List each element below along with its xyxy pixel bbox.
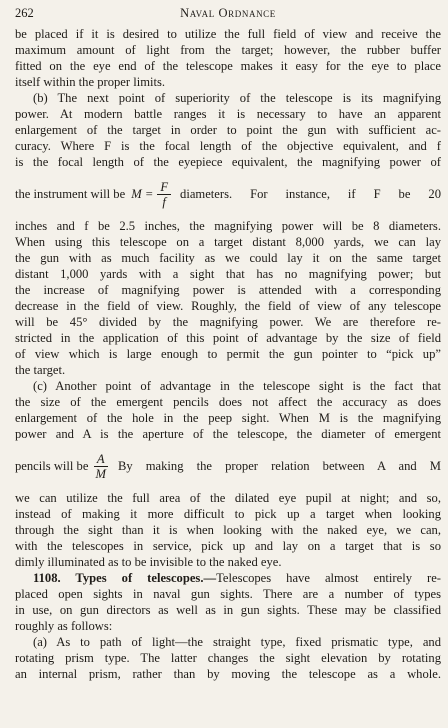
- text-line: the size of the emergent pencils does not affect the accuracy as does: [15, 395, 441, 409]
- text-line: enlargement of the target in order to point the gun with sufficient ac-: [15, 123, 441, 137]
- page-header: [15, 6, 441, 26]
- text-line: of view which is large enough to permit the gun pointer to “pick up”: [15, 347, 441, 361]
- text-line: maximum amount of light from the target; however, the rubber buffer: [15, 43, 441, 57]
- text-line: distant 1,000 yards with a sight that has no magnifying power; but: [15, 267, 441, 281]
- section-first-line: [15, 570, 441, 586]
- formula-lhs: M =: [131, 186, 154, 201]
- page-number: 262: [15, 6, 34, 20]
- text-line: the gun with as much facility as we could lay it on the same target: [15, 251, 441, 265]
- text-line: power and A is the aperture of the telescope, the diameter of emergent: [15, 427, 441, 441]
- section-heading: 1108. Types of telescopes.—: [33, 571, 217, 585]
- fraction: [92, 452, 109, 481]
- fraction: [157, 180, 171, 209]
- text-line: decrease in the field of view. Roughly, the field of view of any telescope: [15, 299, 441, 313]
- text-line: will be 45° divided by the magnifying power. We are therefore re-: [15, 315, 441, 329]
- fraction-denominator: M: [95, 466, 106, 481]
- formula-lead-text: the instrument will be: [15, 186, 126, 201]
- formula-trail-text: diameters. For instance, if F be 20: [180, 186, 441, 201]
- paragraph-block-a: [15, 26, 441, 170]
- text-line: instead of making it more difficult to pick up a target when looking: [15, 507, 441, 521]
- fraction-numerator: A: [94, 452, 108, 467]
- text-line: roughly as follows:: [15, 619, 113, 633]
- formula-lead-text: pencils will be: [15, 458, 89, 473]
- text-line: in use, on gun directors as well as in gun sights. These may be classified: [15, 603, 441, 617]
- running-title: Naval Ordnance: [180, 6, 276, 20]
- text-line: power. At modern battle ranges it is necessary to have an apparent: [15, 107, 441, 121]
- text-line: curacy. Where F is the focal length of the objective equivalent, and f: [15, 139, 441, 153]
- text-line: with the telescopes in service, pick up and lay on a target that is so: [15, 539, 441, 553]
- text-line: be placed if it is desired to utilize the full field of view and receive the: [15, 27, 441, 41]
- section-1108: [15, 570, 441, 682]
- section-first-line-text: Telescopes have almost entirely re-: [216, 571, 441, 585]
- text-line: (b) The next point of superiority of the telescope is its magnifying: [33, 91, 441, 105]
- text-line: we can utilize the full area of the dilated eye pupil at night; and so,: [15, 491, 441, 505]
- text-line: dimly illuminated as to be invisible to the naked eye.: [15, 555, 282, 569]
- text-line: fitted on the eye end of the telescope makes it easy for the eye to place: [15, 59, 441, 73]
- text-line: stricted in the application of this point of advantage by the size of field: [15, 331, 441, 345]
- text-line: an internal prism, rather than by moving the telescope as a whole.: [15, 667, 441, 681]
- text-line: inches and f be 2.5 inches, the magnifying power will be 8 diameters.: [15, 219, 441, 233]
- text-line: the increase of magnifying power is attended with a corresponding: [15, 283, 441, 297]
- text-line: rotating prism type. The latter changes the sight elevation by rotating: [15, 651, 441, 665]
- text-line: is the focal length of the eyepiece equivalent, the magnifying power of: [15, 155, 441, 169]
- fraction-denominator: f: [162, 194, 166, 209]
- text-line: enlargement of the hole in the peep sight. When M is the magnifying: [15, 411, 441, 425]
- formula-trail-text: By making the proper relation between A and M: [117, 458, 441, 473]
- formula-emergent-pencil: [15, 447, 441, 485]
- paragraph-block-b: [15, 218, 441, 442]
- text-line: the target.: [15, 363, 66, 377]
- text-line: (c) Another point of advantage in the telescope sight is the fact that: [33, 379, 441, 393]
- text-line: When using this telescope on a target distant 8,000 yards, we can lay: [15, 235, 441, 249]
- paragraph-block-c: [15, 490, 441, 570]
- text-line: through the sight than it is when looking with the naked eye, we can,: [15, 523, 441, 537]
- text-line: itself within the proper limits.: [15, 75, 166, 89]
- text-line: (a) As to path of light—the straight type, fixed prismatic type, and: [33, 635, 441, 649]
- fraction-numerator: F: [157, 180, 171, 195]
- text-line: placed open sights in naval gun sights. There are a number of types: [15, 587, 441, 601]
- formula-magnifying-power: [15, 175, 441, 213]
